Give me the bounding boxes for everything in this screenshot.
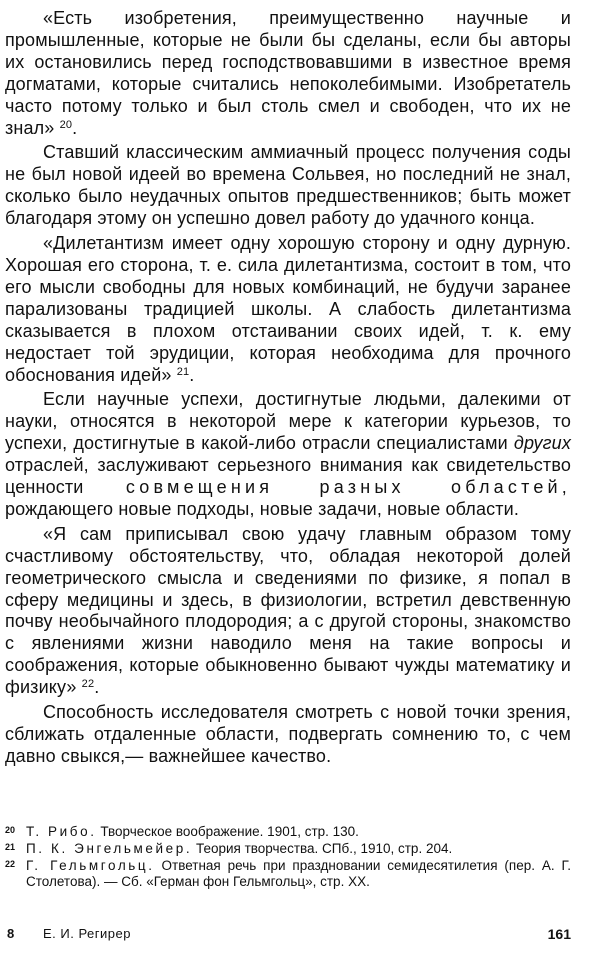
- footnote-text: Творческое воображение. 1901, стр. 130.: [96, 824, 359, 839]
- footnote: 20 Т. Рибо. Творческое воображение. 1901, стр. 130.: [5, 824, 359, 839]
- printer-signature: 8: [7, 926, 15, 941]
- paragraph-text: Ставший классическим аммиачный процесс получения соды не был новой идеей во времена Сольвея, но последний не знал, сколько было неудачных опытов предшественников; быть может благодаря этому он успешно довел работу до удачного конца.: [5, 142, 571, 229]
- paragraph-text: рождающего новые подходы, новые задачи, новые области.: [5, 498, 520, 519]
- paragraph-text: Если научные успехи, достигнутые людьми, далекими от науки, относятся в некоторой мере к категории курьезов, то успехи, достигнутые в какой-либо отрасли специалистами: [5, 389, 571, 454]
- running-head: Е. И. Регирер: [43, 926, 131, 941]
- footnote-ref: 21: [176, 365, 190, 378]
- footnote: 22 Г. Гельмгольц. Ответная речь при праздновании семидесятилетия (пер. А. Г. Столетова). — Сб. «Герман фон Гельмгольц», стр. XX.: [5, 857, 571, 890]
- paragraph-specialists: [5, 389, 571, 520]
- paragraph-text: «Дилетантизм имеет одну хорошую сторону и одну дурную. Хорошая его сторона, т. е. сила дилетантизма, состоит в том, что его мысли свободны для новых комбинаций, не будучи заранее парализованы традицией школы. А слабость дилетантизма сказывается в плохом отстаивании своих идей, т. к. ему недостает той эрудиции, которая необходима для прочного обоснования идей»: [5, 233, 571, 385]
- footnotes: [5, 824, 571, 891]
- footnote-author: П. К. Энгельмейер.: [26, 840, 193, 856]
- footnote-author: Г. Гельмгольц.: [26, 857, 155, 873]
- body-text: [5, 8, 571, 768]
- footnote: 21 П. К. Энгельмейер. Теория творчества. СПб., 1910, стр. 204.: [5, 840, 453, 856]
- footnote-text: Теория творчества. СПб., 1910, стр. 204.: [192, 840, 453, 856]
- spaced-emphasis: совмещения разных областей,: [125, 477, 571, 498]
- paragraph-text: «Есть изобретения, преимущественно научные и промышленные, которые не были бы сделаны, если бы авторы их остановились перед господствовавшими в известное время догматами, которые считались непоколебимыми. Изобретатель часто потому только и был столь смел и свободен, что их не знал»: [5, 8, 571, 138]
- paragraph-solvay: [5, 142, 571, 230]
- paragraph-quote-ribot: «Есть изобретения, преимущественно научные и промышленные, которые не были бы сделаны, если бы авторы их остановились перед господствовавшими в известное время догматами, которые считались непоколебимыми. Изобретатель часто потому только и был столь смел и свободен, что их не знал» $^{20}$.: [5, 8, 571, 138]
- page-footer: [5, 926, 571, 946]
- paragraph-text: Способность исследователя смотреть с новой точки зрения, сближать отдаленные области, подвергать сомнению то, с чем давно свыкся,— важнейшее качество.: [5, 702, 571, 766]
- footnote-ref: 22: [81, 678, 95, 691]
- page-number: 161: [547, 926, 571, 942]
- paragraph-text: «Я сам приписывал свою удачу главным образом тому счастливому обстоятельству, что, обладая некоторой долей геометрического смысла и сведениями по физике, я попал в сферу медицины и здесь, в физиологии, встретил девственную почву необычайного плодородия; а с другой стороны, знакомство с явлениями жизни наводило меня на такие вопросы и соображения, которые обыкновенно бывают чужды математику и физику»: [5, 523, 571, 698]
- paragraph-quote-helmholtz: «Я сам приписывал свою удачу главным образом тому счастливому обстоятельству, что, обладая некоторой долей геометрического смысла и сведениями по физике, я попал в сферу медицины и здесь, в физиологии, встретил девственную почву необычайного плодородия; а с другой стороны, знакомство с явлениями жизни наводило меня на такие вопросы и соображения, которые обыкновенно бывают чужды математику и физику» $^{22}$.: [5, 523, 571, 698]
- paragraph-conclusion: [5, 702, 571, 768]
- paragraph-quote-dilettantism: «Дилетантизм имеет одну хорошую сторону и одну дурную. Хорошая его сторона, т. е. сила дилетантизма, состоит в том, что его мысли свободны для новых комбинаций, не будучи заранее парализованы традицией школы. А слабость дилетантизма сказывается в плохом отстаивании своих идей, т. к. ему недостает той эрудиции, которая необходима для прочного обоснования идей» $^{21}$.: [5, 233, 571, 385]
- footnote-author: Т. Рибо.: [26, 824, 97, 839]
- footnote-text: Ответная речь при праздновании семидесятилетия (пер. А. Г. Столетова). — Сб. «Герман фон Гельмгольц», стр. XX.: [26, 857, 571, 890]
- italic-word: других: [513, 433, 571, 454]
- paragraph-text: отраслей, заслуживают серьезного внимания как свидетельство ценности: [5, 455, 571, 498]
- footnote-ref: 20: [59, 118, 73, 131]
